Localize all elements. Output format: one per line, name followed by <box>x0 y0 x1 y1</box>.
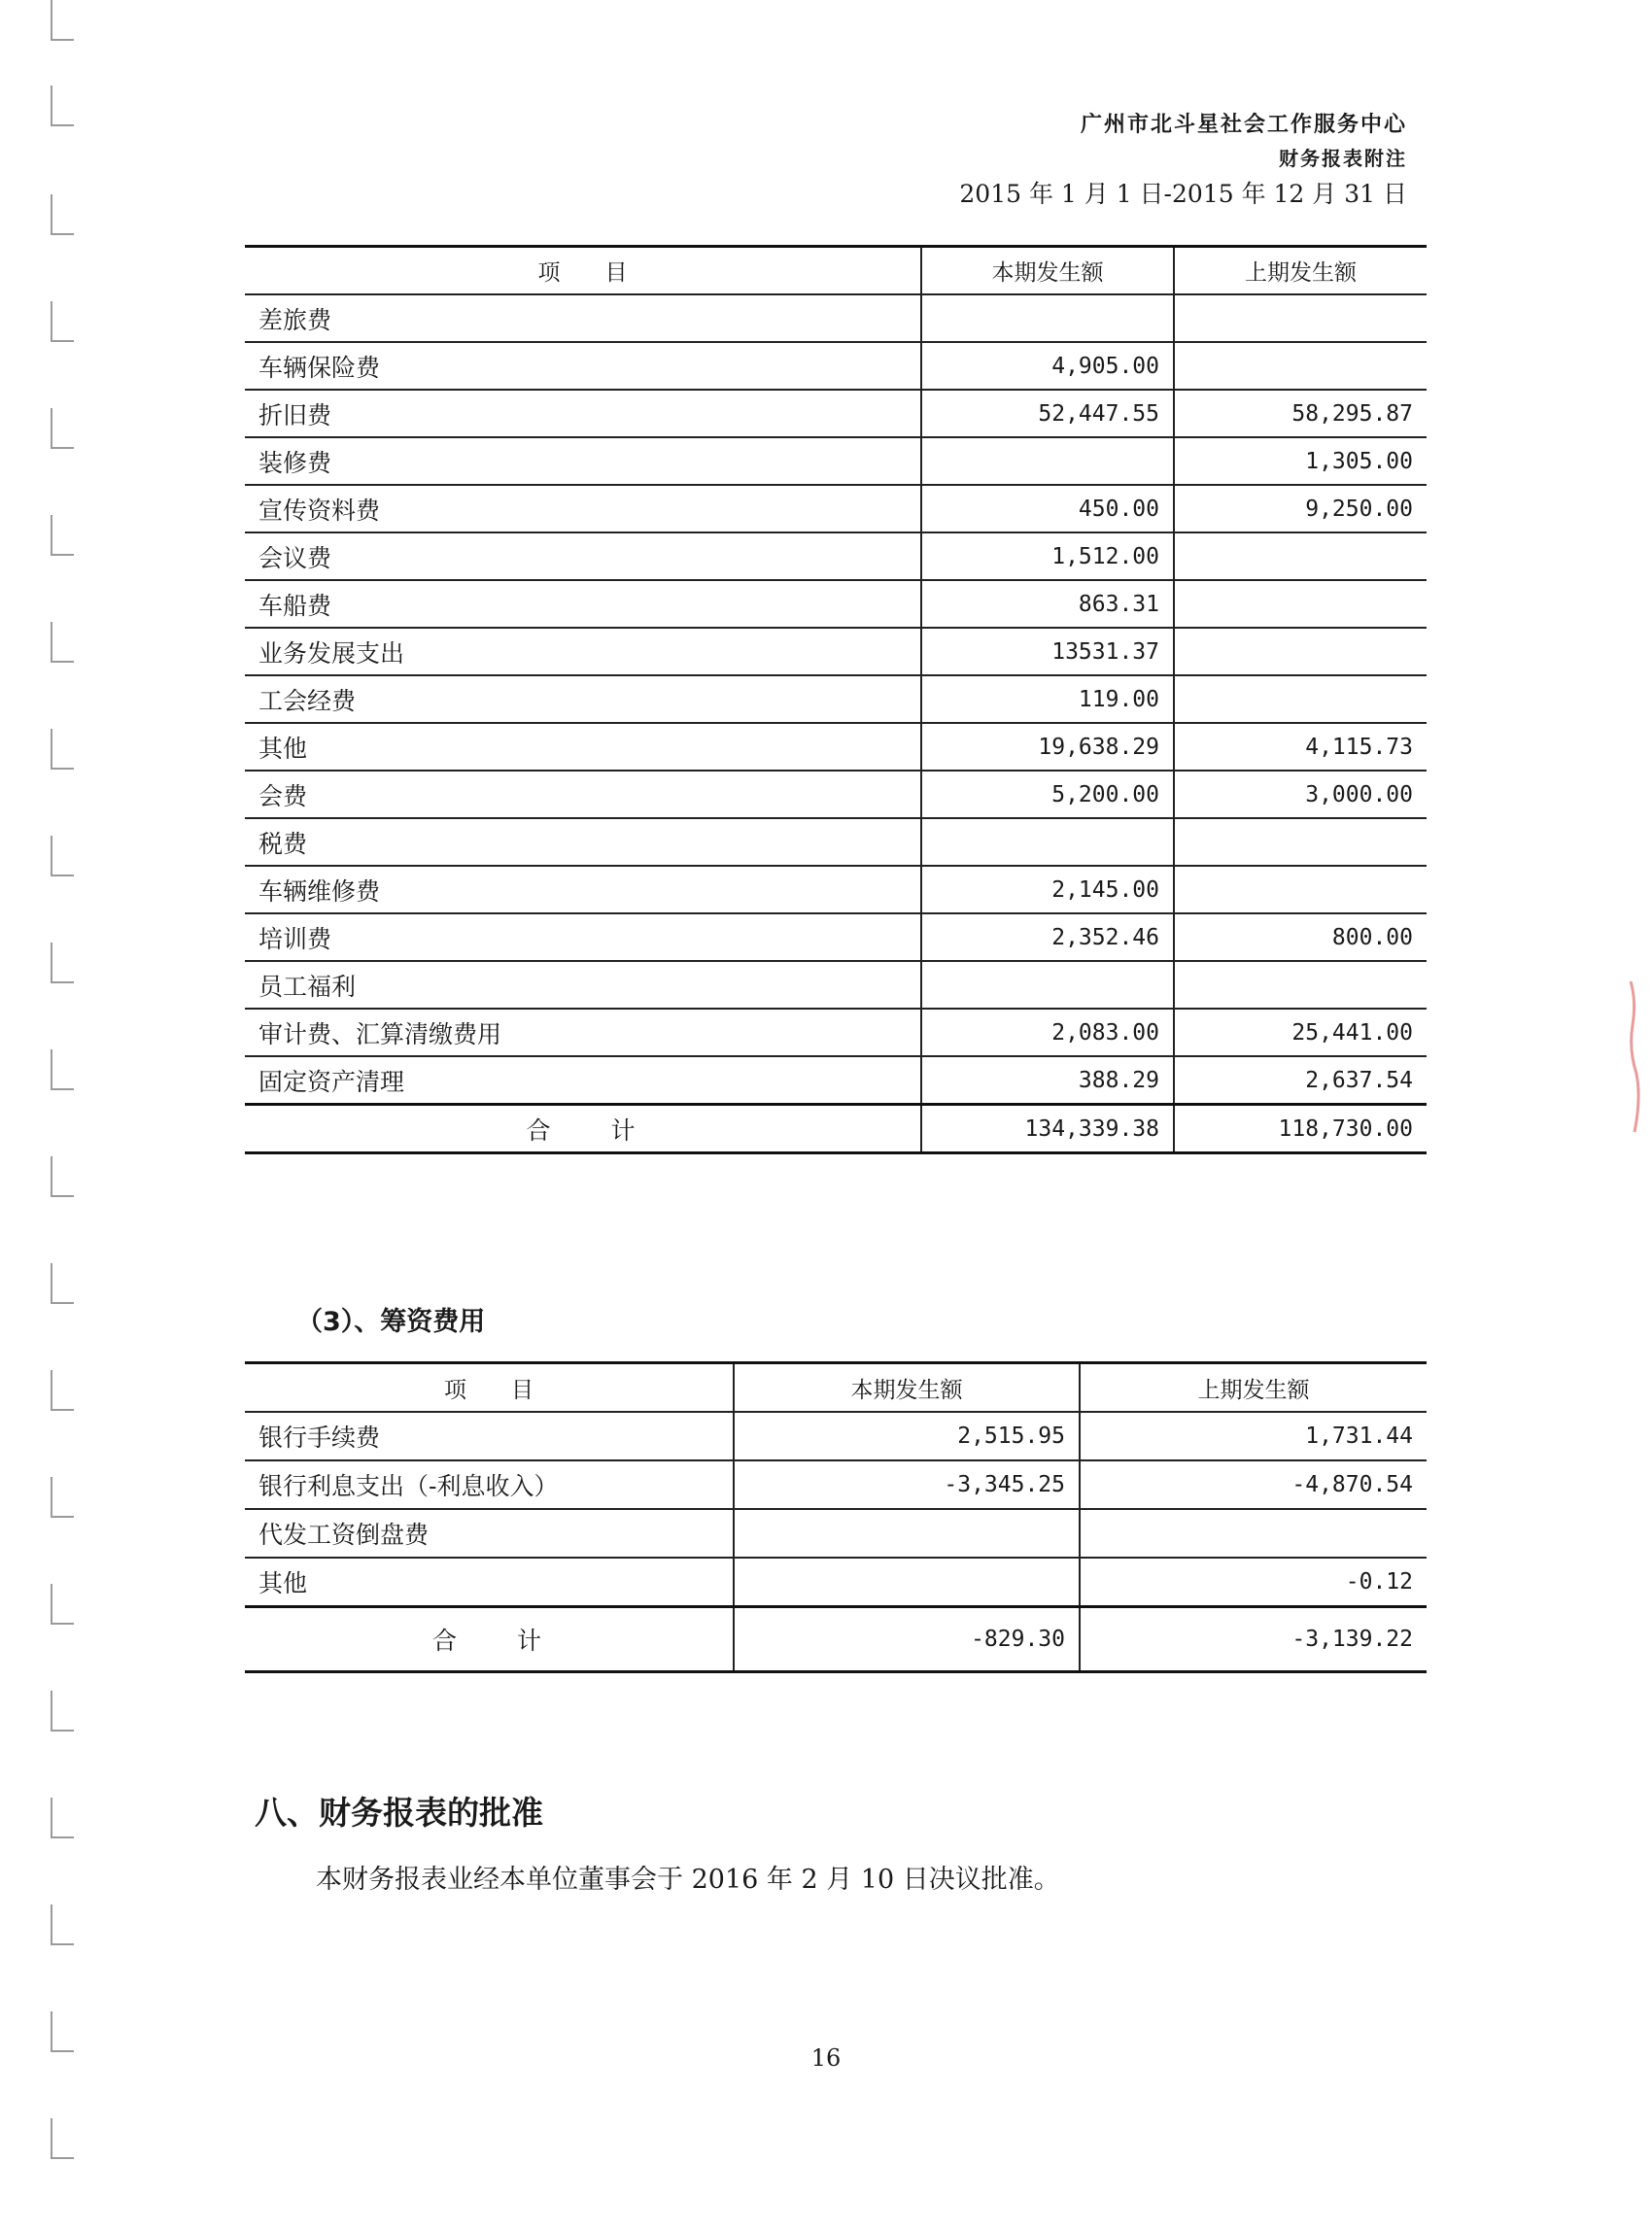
binding-mark <box>51 1798 74 1838</box>
row-item-cell: 业务发展支出 <box>245 628 921 675</box>
binding-mark <box>51 194 74 235</box>
row-prior-cell: 800.00 <box>1174 913 1427 961</box>
row-prior-cell <box>1174 628 1427 675</box>
approval-paragraph: 本财务报表业经本单位董事会于 2016 年 2 月 10 日决议批准。 <box>316 1865 1060 1895</box>
total-label-cell: 合 计 <box>245 1607 734 1672</box>
row-current-cell: 2,352.46 <box>921 913 1174 961</box>
table-row <box>245 532 1427 580</box>
row-prior-cell <box>1174 961 1427 1009</box>
row-current-cell: -3,345.25 <box>734 1460 1080 1509</box>
table-row <box>245 818 1427 866</box>
row-prior-cell <box>1080 1509 1427 1558</box>
row-prior-cell: -4,870.54 <box>1080 1460 1427 1509</box>
row-prior-cell: 1,305.00 <box>1174 437 1427 485</box>
table-row <box>245 1460 1427 1509</box>
binding-mark <box>51 622 74 663</box>
row-item-cell: 工会经费 <box>245 675 921 723</box>
row-prior-cell <box>1174 294 1427 342</box>
total-prior-cell: 118,730.00 <box>1174 1105 1427 1153</box>
row-prior-cell <box>1174 532 1427 580</box>
row-item-cell: 车辆维修费 <box>245 866 921 913</box>
row-current-cell: 13531.37 <box>921 628 1174 675</box>
column-header-current: 本期发生额 <box>734 1363 1080 1413</box>
table-row <box>245 390 1427 437</box>
binding-marks <box>0 0 78 2230</box>
table-row <box>245 580 1427 628</box>
row-item-cell: 会议费 <box>245 532 921 580</box>
row-prior-cell: 25,441.00 <box>1174 1009 1427 1056</box>
table-row <box>245 675 1427 723</box>
row-item-cell: 银行利息支出（-利息收入） <box>245 1460 734 1509</box>
table-row <box>245 342 1427 390</box>
column-header-prior: 上期发生额 <box>1174 247 1427 295</box>
binding-mark <box>51 408 74 449</box>
binding-mark <box>51 1049 74 1090</box>
binding-mark <box>51 1584 74 1625</box>
row-current-cell: 2,515.95 <box>734 1412 1080 1460</box>
section-heading: 八、财务报表的批准 <box>255 1794 543 1832</box>
row-item-cell: 车船费 <box>245 580 921 628</box>
binding-mark <box>51 1904 74 1945</box>
table-body <box>245 294 1427 1153</box>
table-row <box>245 628 1427 675</box>
row-current-cell: 4,905.00 <box>921 342 1174 390</box>
row-current-cell: 2,083.00 <box>921 1009 1174 1056</box>
subsection-title: （3）、筹资费用 <box>296 1307 486 1337</box>
total-current-cell: 134,339.38 <box>921 1105 1174 1153</box>
row-prior-cell <box>1174 580 1427 628</box>
binding-mark <box>51 1691 74 1732</box>
table-row <box>245 1558 1427 1607</box>
column-header-current: 本期发生额 <box>921 247 1174 295</box>
row-prior-cell <box>1174 342 1427 390</box>
row-current-cell: 1,512.00 <box>921 532 1174 580</box>
page-number: 16 <box>810 2044 842 2072</box>
row-current-cell <box>921 437 1174 485</box>
row-prior-cell: 4,115.73 <box>1174 723 1427 771</box>
table-row <box>245 437 1427 485</box>
total-row <box>245 1607 1427 1672</box>
row-current-cell: 5,200.00 <box>921 771 1174 818</box>
row-item-cell: 银行手续费 <box>245 1412 734 1460</box>
row-prior-cell: 9,250.00 <box>1174 485 1427 532</box>
row-item-cell: 培训费 <box>245 913 921 961</box>
binding-mark <box>51 515 74 556</box>
table-header-row <box>245 1363 1427 1413</box>
table-header-row <box>245 247 1427 295</box>
row-item-cell: 其他 <box>245 723 921 771</box>
binding-mark <box>51 729 74 770</box>
row-item-cell: 会费 <box>245 771 921 818</box>
total-current-cell: -829.30 <box>734 1607 1080 1672</box>
row-item-cell: 固定资产清理 <box>245 1056 921 1105</box>
row-item-cell: 代发工资倒盘费 <box>245 1509 734 1558</box>
row-prior-cell: 58,295.87 <box>1174 390 1427 437</box>
row-prior-cell: 3,000.00 <box>1174 771 1427 818</box>
row-item-cell: 折旧费 <box>245 390 921 437</box>
expense-table <box>245 245 1427 1154</box>
row-prior-cell: 2,637.54 <box>1174 1056 1427 1105</box>
binding-mark <box>51 1370 74 1411</box>
table-row <box>245 723 1427 771</box>
table-row <box>245 961 1427 1009</box>
row-item-cell: 装修费 <box>245 437 921 485</box>
row-current-cell <box>921 818 1174 866</box>
table-row <box>245 1056 1427 1105</box>
total-prior-cell: -3,139.22 <box>1080 1607 1427 1672</box>
binding-mark <box>51 86 74 126</box>
table-row <box>245 913 1427 961</box>
row-current-cell: 52,447.55 <box>921 390 1174 437</box>
table-body <box>245 1412 1427 1672</box>
binding-mark <box>51 1477 74 1518</box>
table-row <box>245 771 1427 818</box>
column-header-prior: 上期发生额 <box>1080 1363 1427 1413</box>
row-current-cell: 19,638.29 <box>921 723 1174 771</box>
column-header-item: 项 目 <box>245 1363 734 1413</box>
total-row <box>245 1105 1427 1153</box>
column-header-item: 项 目 <box>245 247 921 295</box>
binding-mark <box>51 301 74 342</box>
binding-mark <box>51 2118 74 2159</box>
row-item-cell: 宣传资料费 <box>245 485 921 532</box>
row-item-cell: 差旅费 <box>245 294 921 342</box>
row-item-cell: 车辆保险费 <box>245 342 921 390</box>
organization-name: 广州市北斗星社会工作服务中心 <box>1080 113 1407 137</box>
table-row <box>245 485 1427 532</box>
table-row <box>245 1412 1427 1460</box>
row-item-cell: 其他 <box>245 1558 734 1607</box>
row-prior-cell: 1,731.44 <box>1080 1412 1427 1460</box>
row-current-cell <box>734 1509 1080 1558</box>
row-current-cell: 2,145.00 <box>921 866 1174 913</box>
table-row <box>245 1009 1427 1056</box>
row-current-cell: 450.00 <box>921 485 1174 532</box>
page-header <box>959 109 1407 214</box>
row-current-cell: 863.31 <box>921 580 1174 628</box>
binding-mark <box>51 1263 74 1304</box>
binding-mark <box>51 1156 74 1197</box>
row-prior-cell <box>1174 866 1427 913</box>
row-current-cell: 119.00 <box>921 675 1174 723</box>
document-title: 财务报表附注 <box>1279 147 1407 170</box>
total-label-cell: 合 计 <box>245 1105 921 1153</box>
binding-mark <box>51 836 74 876</box>
table-row <box>245 866 1427 913</box>
table-row <box>245 294 1427 342</box>
table-row <box>245 1509 1427 1558</box>
row-item-cell: 审计费、汇算清缴费用 <box>245 1009 921 1056</box>
financing-cost-table <box>245 1361 1427 1673</box>
row-prior-cell <box>1174 818 1427 866</box>
row-prior-cell: -0.12 <box>1080 1558 1427 1607</box>
row-item-cell: 税费 <box>245 818 921 866</box>
row-current-cell <box>734 1558 1080 1607</box>
row-current-cell: 388.29 <box>921 1056 1174 1105</box>
binding-mark <box>51 0 74 41</box>
row-current-cell <box>921 961 1174 1009</box>
binding-mark <box>51 943 74 983</box>
row-item-cell: 员工福利 <box>245 961 921 1009</box>
red-seal-fragment <box>1613 972 1642 1166</box>
row-prior-cell <box>1174 675 1427 723</box>
reporting-period: 2015 年 1 月 1 日-2015 年 12 月 31 日 <box>959 180 1407 208</box>
row-current-cell <box>921 294 1174 342</box>
